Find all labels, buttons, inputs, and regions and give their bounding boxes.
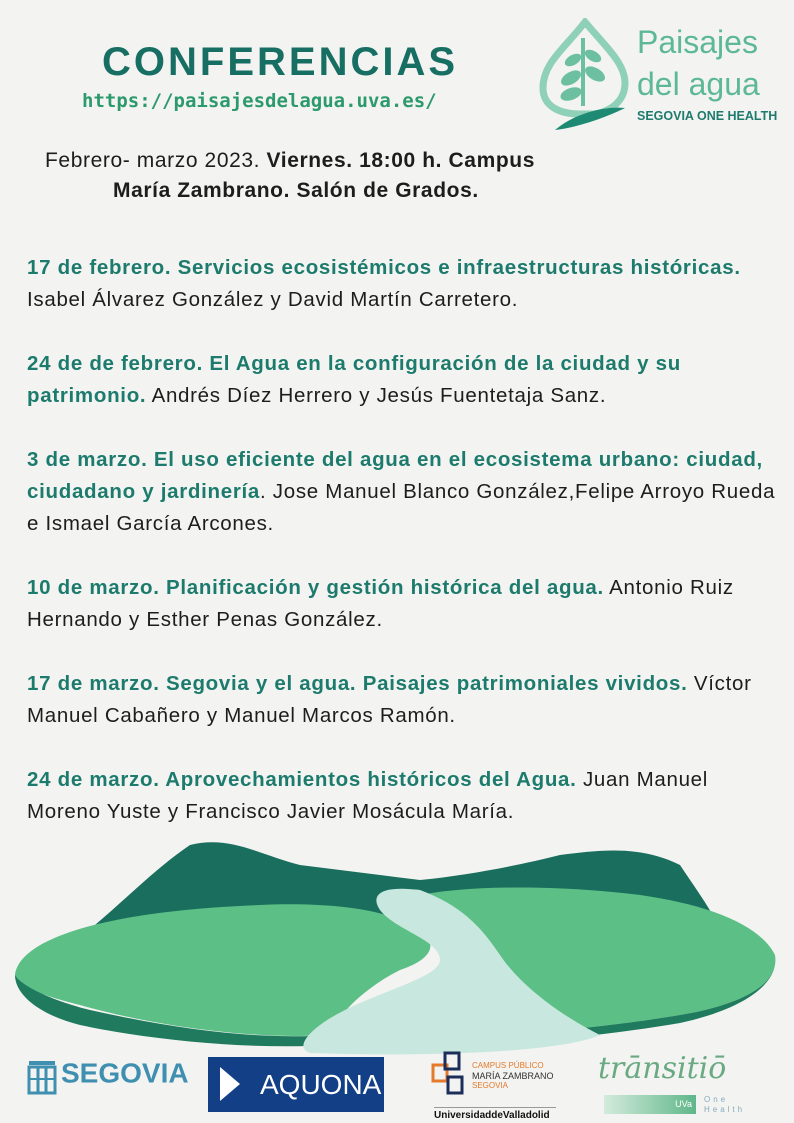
transitio-subtitle: One Health [704,1095,746,1114]
event-dates: Febrero- marzo 2023. [45,149,267,172]
transitio-logo [596,1051,746,1117]
session-speakers: Antonio Ruiz Hernando y Esther Penas González. [27,576,734,631]
session-item [27,572,782,636]
aquona-triangle-icon [220,1067,240,1101]
session-speakers: Juan Manuel Moreno Yuste y Francisco Javier Mosácula María. [27,768,709,823]
transitio-uva-bar: UVa [604,1095,696,1114]
aquona-logo [208,1057,384,1112]
logo-subtitle: SEGOVIA ONE HEALTH [637,109,778,123]
campus-line-3: SEGOVIA [472,1081,509,1090]
event-location: María Zambrano. Salón de Grados. [113,179,479,202]
session-title: 10 de marzo. Planificación y gestión histórica del agua. [27,576,604,599]
session-title: 24 de marzo. Aprovechamientos históricos del Agua. [27,768,577,791]
session-item [27,348,782,412]
session-item [27,764,782,828]
segovia-text: SEGOVIA [61,1057,189,1089]
session-list [27,252,782,860]
campus-grid-icon [430,1051,470,1101]
event-time: Viernes. 18:00 h. Campus [266,149,535,172]
campus-line-1: CAMPUS PÚBLICO [472,1061,544,1070]
session-title: 3 de marzo. El uso eficiente del agua en el ecosistema urbano: ciudad, ciudadano y jardinería [27,448,763,503]
aqueduct-icon [27,1055,57,1095]
session-speakers: Isabel Álvarez González y David Martín Carretero. [27,288,519,311]
website-link[interactable]: https://paisajesdelagua.uva.es/ [82,90,437,112]
uva-text: UniversidaddeValladolid [434,1107,556,1121]
landscape-illustration [0,835,794,1060]
session-item [27,668,782,732]
session-title: 17 de marzo. Segovia y el agua. Paisajes patrimoniales vividos. [27,672,688,695]
logo-text-del-agua: del agua [637,66,760,102]
session-speakers: Víctor Manuel Cabañero y Manuel Marcos Ramón. [27,672,752,727]
session-title: 24 de de febrero. El Agua en la configuración de la ciudad y su patrimonio. [27,352,681,407]
aquona-text: AQUONA [260,1069,382,1100]
paisajes-del-agua-logo [535,18,785,133]
session-speakers: . Jose Manuel Blanco González,Felipe Arroyo Rueda e Ismael García Arcones. [27,480,776,535]
session-item [27,444,782,540]
logo-text-paisajes: Paisajes [637,24,758,60]
campus-line-2: MARÍA ZAMBRANO [472,1071,554,1081]
transitio-text: trānsitiō [598,1051,727,1086]
event-info [45,146,685,206]
water-drop-plant-icon [535,18,635,133]
sponsor-logos [0,1045,794,1123]
segovia-logo [27,1055,189,1095]
session-item [27,252,782,316]
session-speakers: Andrés Díez Herrero y Jesús Fuentetaja Sanz. [146,384,607,407]
page-title: CONFERENCIAS [102,40,459,84]
campus-uva-logo [430,1051,560,1121]
session-title: 17 de febrero. Servicios ecosistémicos e infraestructuras históricas. [27,256,741,279]
